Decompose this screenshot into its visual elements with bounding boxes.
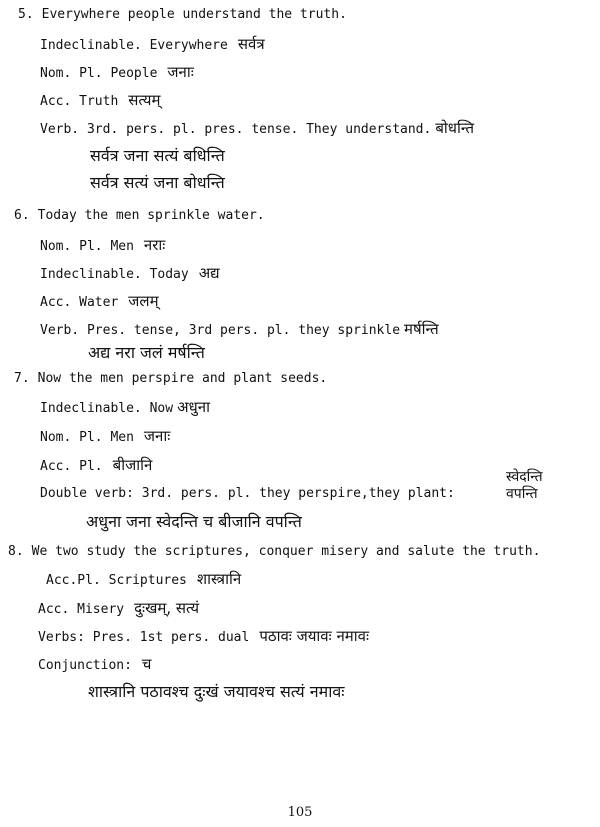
section-sentence: Now the men perspire and plant seeds. bbox=[37, 371, 328, 386]
word-row bbox=[40, 91, 160, 111]
sanskrit-word: सत्यम् bbox=[128, 91, 161, 109]
word-description: Acc. Water bbox=[40, 295, 119, 310]
sanskrit-word: दुःखम्, सत्यं bbox=[134, 599, 200, 617]
word-row bbox=[40, 292, 159, 312]
word-description: Verb. Pres. tense, 3rd pers. pl. they sprinkle bbox=[40, 323, 401, 338]
sanskrit-word: जनाः bbox=[143, 427, 171, 445]
section-8-heading bbox=[8, 543, 540, 561]
sanskrit-word: सर्वत्र bbox=[237, 35, 265, 53]
sanskrit-word: जलम् bbox=[128, 292, 159, 310]
word-description: Nom. Pl. Men bbox=[40, 430, 134, 445]
sanskrit-word: जनाः bbox=[167, 63, 194, 81]
word-row bbox=[40, 264, 220, 284]
word-row bbox=[40, 427, 170, 447]
word-row bbox=[40, 63, 194, 83]
word-description: Indeclinable. Everywhere bbox=[40, 38, 228, 53]
section-number: 7. bbox=[14, 371, 30, 386]
word-row bbox=[38, 599, 199, 619]
sanskrit-translation: शास्त्रानि पठावश्च दुःखं जयावश्च सत्यं नमावः bbox=[88, 682, 345, 701]
word-row bbox=[40, 456, 152, 476]
section-7-heading bbox=[14, 370, 327, 388]
word-row bbox=[38, 655, 151, 675]
sanskrit-word: अधुना bbox=[177, 398, 210, 416]
sanskrit-word: अद्य bbox=[198, 264, 220, 282]
sanskrit-word: च bbox=[141, 655, 152, 673]
word-description: Verbs: Pres. 1st pers. dual bbox=[38, 630, 250, 645]
sanskrit-word: वपन्ति bbox=[506, 486, 538, 502]
page-number: 105 bbox=[287, 805, 313, 820]
word-description: Acc.Pl. Scriptures bbox=[46, 573, 187, 588]
word-row bbox=[40, 236, 165, 256]
word-row bbox=[40, 119, 474, 139]
word-description: Indeclinable. Today bbox=[40, 267, 189, 282]
sanskrit-word: बोधन्ति bbox=[435, 119, 475, 137]
sanskrit-translation: अद्य नरा जलं मर्षन्ति bbox=[88, 343, 205, 362]
word-description: Acc. Truth bbox=[40, 94, 119, 109]
section-sentence: Everywhere people understand the truth. bbox=[41, 7, 347, 22]
double-verb-stack bbox=[506, 469, 543, 503]
section-number: 8. bbox=[8, 544, 24, 559]
word-description: Nom. Pl. Men bbox=[40, 239, 134, 254]
word-row bbox=[40, 485, 455, 503]
section-5-heading bbox=[18, 6, 347, 24]
word-description: Double verb: 3rd. pers. pl. they perspire,they plant: bbox=[40, 486, 455, 501]
section-6-heading bbox=[14, 207, 265, 225]
sanskrit-translation: सर्वत्र जना सत्यं बधिन्ति bbox=[90, 146, 225, 165]
sanskrit-translation: अधुना जना स्वेदन्ति च बीजानि वपन्ति bbox=[86, 512, 302, 531]
word-row bbox=[40, 35, 265, 55]
section-number: 6. bbox=[14, 208, 30, 223]
word-description: Acc. Pl. bbox=[40, 459, 103, 474]
sanskrit-translation: सर्वत्र सत्यं जना बोधन्ति bbox=[90, 173, 225, 192]
sanskrit-word: स्वेदन्ति bbox=[506, 469, 543, 485]
word-row bbox=[40, 398, 210, 418]
word-description: Indeclinable. Now bbox=[40, 401, 174, 416]
sanskrit-word: नराः bbox=[143, 236, 166, 254]
section-sentence: Today the men sprinkle water. bbox=[37, 208, 265, 223]
word-description: Nom. Pl. People bbox=[40, 66, 158, 81]
word-row bbox=[38, 627, 369, 647]
word-row bbox=[40, 320, 439, 340]
sanskrit-word: शास्त्रानि bbox=[196, 570, 242, 588]
sanskrit-word: बीजानि bbox=[112, 456, 153, 474]
section-number: 5. bbox=[18, 7, 34, 22]
sanskrit-word: पठावः जयावः नमावः bbox=[259, 627, 369, 645]
section-sentence: We two study the scriptures, conquer misery and salute the truth. bbox=[31, 544, 541, 559]
word-row bbox=[46, 570, 241, 590]
word-description: Verb. 3rd. pers. pl. pres. tense. They understand. bbox=[40, 122, 432, 137]
sanskrit-word: मर्षन्ति bbox=[404, 320, 439, 338]
word-description: Acc. Misery bbox=[38, 602, 125, 617]
word-description: Conjunction: bbox=[38, 658, 132, 673]
